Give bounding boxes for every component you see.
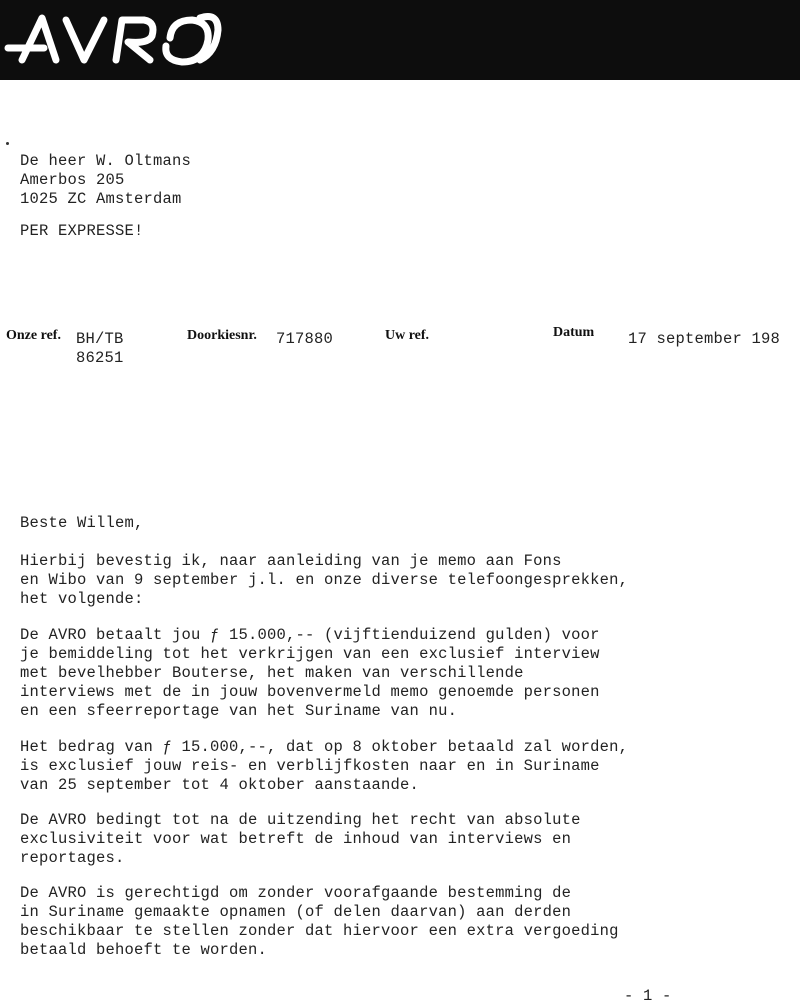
paragraph-1	[20, 552, 628, 609]
paragraph-line: in Suriname gemaakte opnamen (of delen daarvan) aan derden	[20, 903, 572, 921]
paragraph-line: De AVRO betaalt jou ƒ 15.000,-- (vijftienduizend gulden) voor	[20, 626, 600, 644]
paragraph-line: Hierbij bevestig ik, naar aanleiding van je memo aan Fons	[20, 552, 562, 570]
uw-ref-label: Uw ref.	[385, 328, 430, 343]
paragraph-line: het volgende:	[20, 590, 144, 608]
delivery-note: PER EXPRESSE!	[20, 222, 144, 240]
doorkiesnr-label: Doorkiesnr.	[187, 328, 257, 343]
punch-mark	[6, 142, 9, 145]
paragraph-4	[20, 811, 581, 868]
paragraph-line: beschikbaar te stellen zonder dat hiervoor een extra vergoeding	[20, 922, 619, 940]
paragraph-line: exclusiviteit voor wat betreft de inhoud van interviews en	[20, 830, 572, 848]
paragraph-line: Het bedrag van ƒ 15.000,--, dat op 8 oktober betaald zal worden,	[20, 738, 629, 756]
paragraph-line: van 25 september tot 4 oktober aanstaande.	[20, 776, 420, 794]
paragraph-line: De AVRO bedingt tot na de uitzending het recht van absolute	[20, 811, 581, 829]
paragraph-line: reportages.	[20, 849, 125, 867]
paragraph-line: en een sfeerreportage van het Suriname van nu.	[20, 702, 458, 720]
paragraph-line: betaald behoeft te worden.	[20, 941, 268, 959]
paragraph-2	[20, 626, 600, 721]
letterhead-bar	[0, 0, 800, 80]
recipient-line-2: Amerbos 205	[20, 171, 125, 189]
datum-label: Datum	[553, 325, 595, 340]
paragraph-5	[20, 884, 619, 960]
doorkiesnr-value: 717880	[276, 330, 334, 348]
onze-ref-number: 86251	[76, 349, 124, 367]
paragraph-line: en Wibo van 9 september j.l. en onze diverse telefoongesprekken,	[20, 571, 629, 589]
avro-logo	[4, 8, 224, 70]
onze-ref-label: Onze ref.	[6, 328, 61, 343]
recipient-line-3: 1025 ZC Amsterdam	[20, 190, 182, 208]
datum-value: 17 september 198	[628, 330, 781, 348]
salutation: Beste Willem,	[20, 514, 144, 532]
page-number: - 1 -	[624, 987, 672, 1005]
paragraph-line: interviews met de in jouw bovenvermeld memo genoemde personen	[20, 683, 600, 701]
onze-ref-value: BH/TB	[76, 330, 124, 348]
recipient-line-1: De heer W. Oltmans	[20, 152, 192, 170]
paragraph-line: je bemiddeling tot het verkrijgen van een exclusief interview	[20, 645, 600, 663]
paragraph-line: met bevelhebber Bouterse, het maken van verschillende	[20, 664, 524, 682]
paragraph-line: De AVRO is gerechtigd om zonder voorafgaande bestemming de	[20, 884, 572, 902]
paragraph-line: is exclusief jouw reis- en verblijfkosten naar en in Suriname	[20, 757, 600, 775]
paragraph-3	[20, 738, 628, 795]
